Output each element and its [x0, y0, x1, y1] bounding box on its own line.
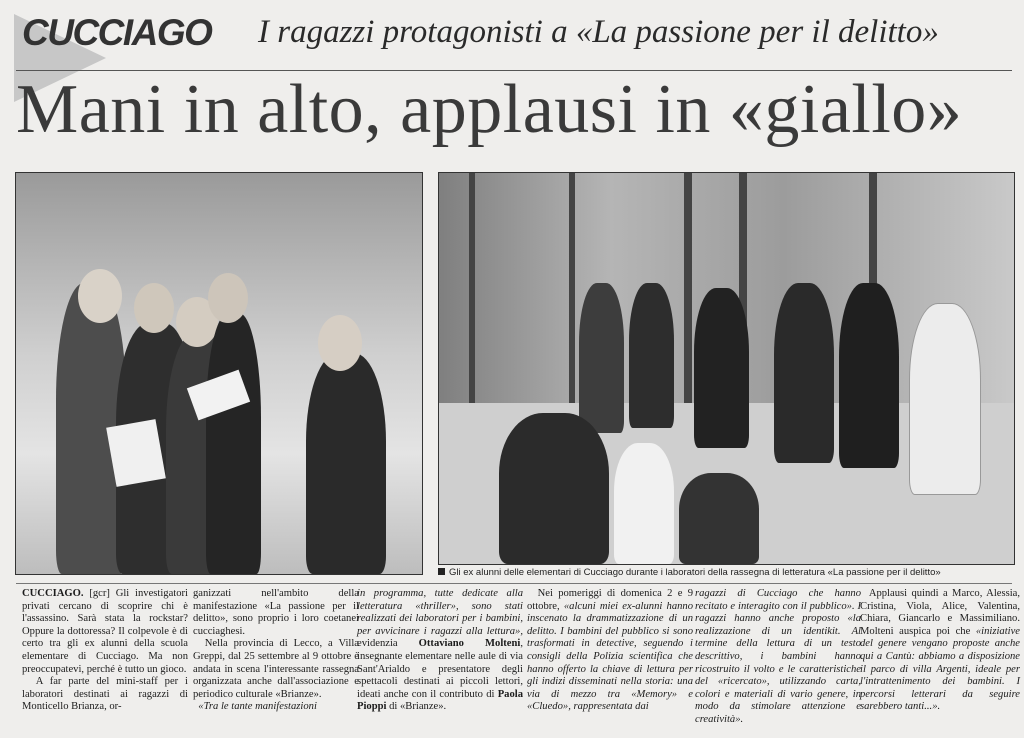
paragraph: ganizzati nell'ambito della manifestazione «La passione per il delitto», sono proprio i loro coetanei cucciaghesi. — [193, 588, 359, 637]
photo-caption-text: Gli ex alunni delle elementari di Cucciago durante i laboratori della rassegna di letteratura «La passione per il delitto» — [449, 567, 941, 578]
person-name: Ottaviano Molteni — [418, 638, 521, 650]
photo-caption — [438, 567, 1018, 578]
article-column-5 — [695, 588, 861, 727]
paragraph: A far parte del mini-staff per i laboratori destinati ai ragazzi di Monticello Brianza, or- — [22, 676, 188, 713]
text: di «Brianze». — [386, 701, 447, 713]
person-name: Paola Pioppi — [357, 688, 523, 713]
body-divider — [16, 583, 1012, 584]
article-column-6 — [860, 588, 1020, 714]
text: , insegnante elementare nelle aule di via Sant'Arialdo e presentatore degli spettacoli destinati ai piccoli lettori, ideati anche con il contributo di — [357, 638, 523, 700]
article-column-1 — [22, 588, 188, 714]
section-kicker: CUCCIAGO — [22, 12, 212, 53]
paragraph: «Tra le tante manifestazioni — [198, 701, 317, 713]
paragraph: [gcr] Gli investigatori privati cercano di scoprire chi è l'assassino. Sarà stata la rockstar? Oppure la dottoressa? Il colpevole è di certo tra gli ex alunni della scuola elementare di Cucciago. Ma non preoccupatevi, perché è tutto un gioco. — [22, 588, 189, 675]
text: evidenzia — [357, 638, 419, 650]
article-column-4 — [527, 588, 693, 714]
caption-bullet-icon — [438, 568, 445, 575]
quote-text: in programma, tutte dedicate alla letteratura «thriller», sono stati realizzati dei laboratori per i bambini, per avvicinare i ragazzi alla lettura», — [357, 588, 523, 637]
quote-text: «alcuni miei ex-alunni hanno inscenato la drammatizzazione di un delitto. I bambini del pubblico si sono trasformati in detective, seguendo i consigli della Polizia scientifica che hanno offerto la chiave di lettura per gli indizi disseminati nella storia: una via di mezzo tra «Memory» e «Cluedo», rappresentata dai — [527, 600, 694, 713]
article-subtitle: I ragazzi protagonisti a «La passione per il delitto» — [258, 14, 939, 50]
dateline: CUCCIAGO. — [22, 588, 84, 599]
article-column-2 — [193, 588, 359, 714]
photo-children-reading — [15, 172, 423, 575]
quote-text: ragazzi di Cucciago che hanno recitato e interagito con il pubblico». I ragazzi hanno anche proposto «la realizzazione di un identikit. Al termine della lettura di un testo descrittivo, i bambini hanno ricostruito il volto e le caratteristiche del «ricercato», utilizzando carta, colori e materiali di vario genere, in modo da stimolare attenzione e creatività». — [695, 588, 861, 725]
paragraph: Nella provincia di Lecco, a Villa Greppi, dal 25 settembre al 9 ottobre è andata in scena l'interessante rassegna organizzata anche dall'associazione e periodico culturale «Brianze». — [193, 638, 359, 700]
photo-performance-scene — [438, 172, 1015, 565]
text: Applausi quindi a Marco, Alessia, Cristina, Viola, Alice, Valentina, Chiara, Giancarlo e Massimiliano. Molteni auspica poi che — [860, 588, 1021, 637]
article-column-3 — [357, 588, 523, 714]
article-headline: Mani in alto, applausi in «giallo» — [16, 71, 963, 148]
paper-sheet — [106, 419, 166, 487]
quote-text: «iniziative del genere vengano proposte anche qui a Cantù: abbiamo a disposizione il parco di villa Argenti, ideale per l'intrattenimento dei bambini. I percorsi letterari da seguire sarebbero tanti...». — [860, 625, 1020, 713]
text: Nei pomeriggi di domenica 2 e 9 ottobre, — [527, 588, 693, 612]
